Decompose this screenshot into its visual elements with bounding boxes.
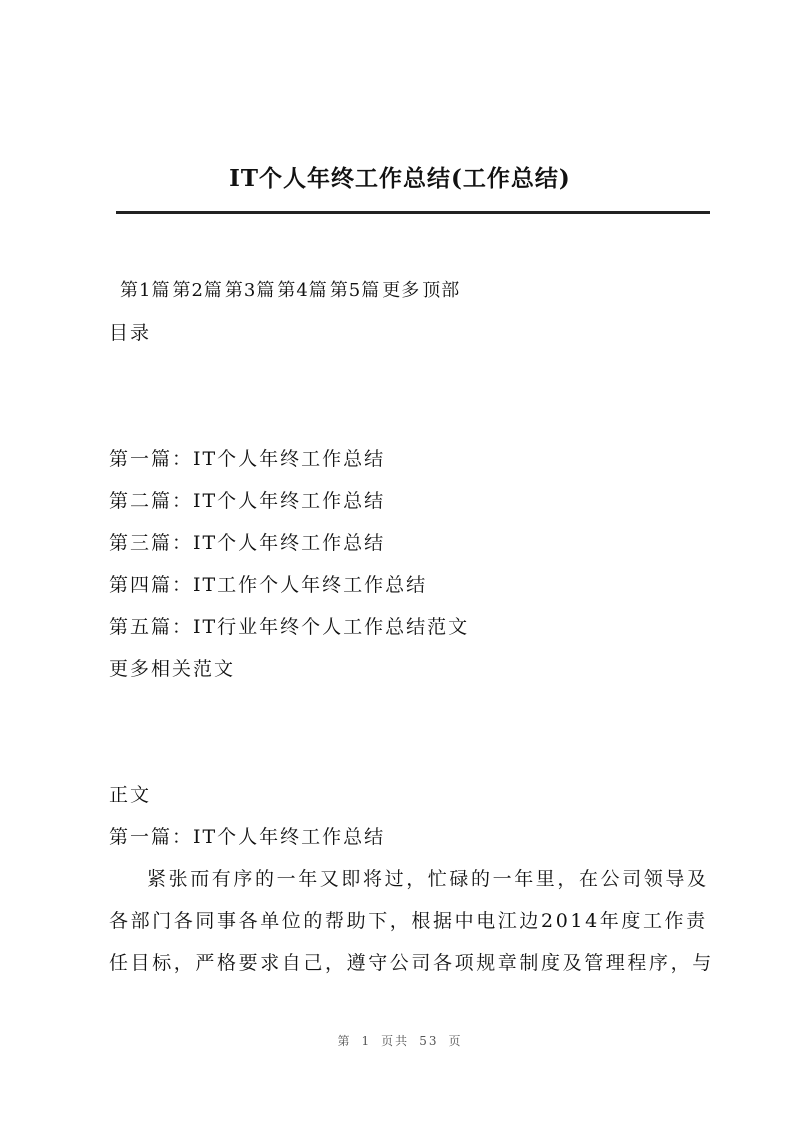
footer-page-number: 1 bbox=[361, 1034, 372, 1048]
section-nav bbox=[120, 276, 462, 302]
title-divider bbox=[116, 211, 710, 214]
nav-link-more[interactable]: 更多 bbox=[382, 280, 421, 301]
footer-total-pages: 53 bbox=[419, 1034, 439, 1048]
footer-prefix: 第 bbox=[337, 1034, 352, 1048]
nav-link-2[interactable]: 第2篇 bbox=[172, 280, 223, 301]
toc-item-4[interactable]: 第四篇：IT工作个人年终工作总结 bbox=[109, 574, 428, 596]
nav-link-4[interactable]: 第4篇 bbox=[277, 280, 328, 301]
nav-link-top[interactable]: 顶部 bbox=[422, 280, 461, 301]
toc-item-1[interactable]: 第一篇：IT个人年终工作总结 bbox=[109, 448, 386, 470]
nav-link-5[interactable]: 第5篇 bbox=[329, 280, 381, 301]
more-related-link[interactable]: 更多相关范文 bbox=[109, 658, 236, 680]
nav-link-1[interactable]: 第1篇 bbox=[120, 280, 171, 301]
page-footer bbox=[0, 1032, 800, 1049]
body-paragraph bbox=[109, 858, 715, 984]
paragraph-text: 紧张而有序的一年又即将过，忙碌的一年里，在公司领导及各部门各同事各单位的帮助下，根据中电江边2014年度工作责任目标，严格要求自己，遵守公司各项规章制度及管理程序，与 bbox=[109, 868, 714, 974]
toc-item-2[interactable]: 第二篇：IT个人年终工作总结 bbox=[109, 490, 386, 512]
document-title: IT个人年终工作总结(工作总结) bbox=[229, 165, 571, 192]
footer-suffix: 页 bbox=[448, 1034, 463, 1048]
toc-heading: 目录 bbox=[109, 322, 152, 344]
nav-link-3[interactable]: 第3篇 bbox=[224, 280, 276, 301]
body-heading: 正文 bbox=[109, 784, 152, 806]
section-heading: 第一篇：IT个人年终工作总结 bbox=[109, 826, 386, 848]
footer-middle: 页共 bbox=[381, 1034, 410, 1048]
toc-item-5[interactable]: 第五篇：IT行业年终个人工作总结范文 bbox=[109, 616, 470, 638]
toc-item-3[interactable]: 第三篇：IT个人年终工作总结 bbox=[109, 532, 386, 554]
